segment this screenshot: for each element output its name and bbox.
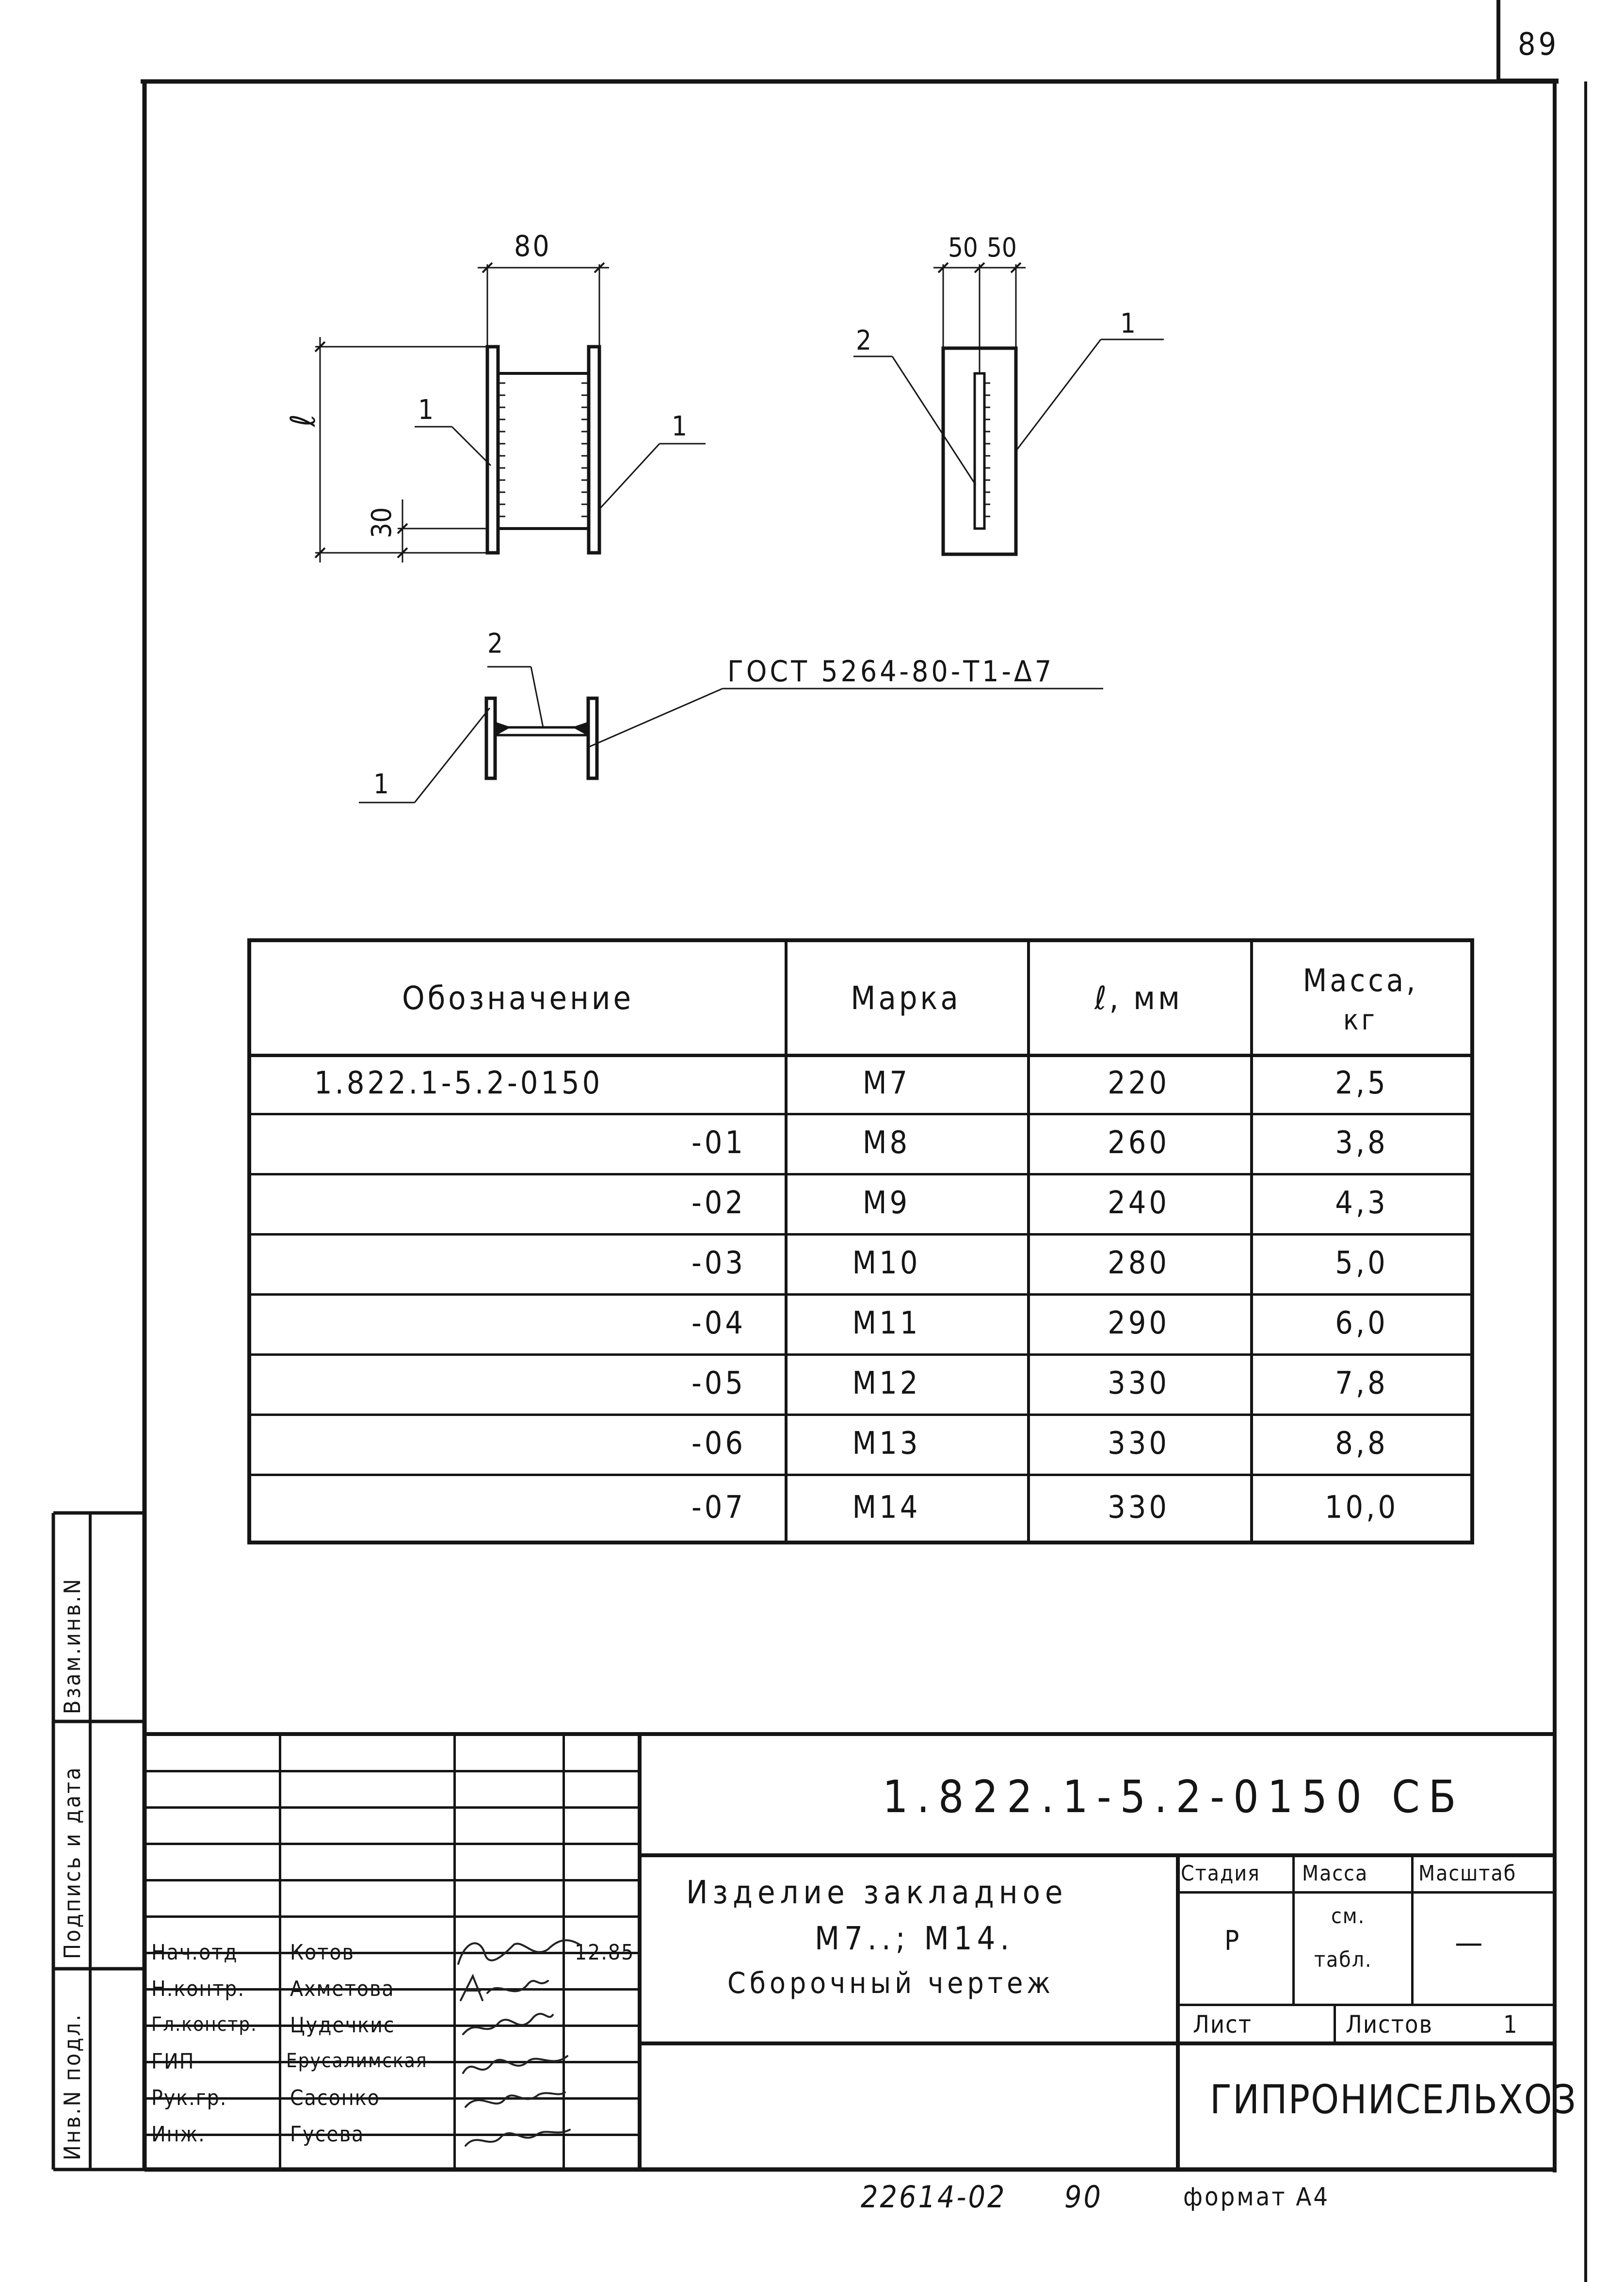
table-row-designation: 1.822.1-5.2-0150 [314, 1065, 603, 1101]
signature-sasonko [466, 2092, 565, 2107]
staff-name: Гусева [290, 2122, 365, 2147]
table-row-mass: 8,8 [1335, 1426, 1388, 1462]
item-title-line3: Сборочный чертеж [727, 1966, 1055, 2000]
sheet-label: Лист [1193, 2010, 1252, 2039]
table-row-length: 240 [1108, 1185, 1170, 1221]
item-title-line2: М7..; М14. [815, 1920, 1014, 1957]
table-row-length: 280 [1108, 1245, 1170, 1281]
side-stamp-signature-date: Подпись и дата [59, 1766, 85, 1959]
format-label: формат А4 [1183, 2183, 1330, 2212]
organization-name: ГИПРОНИСЕЛЬХОЗ [1210, 2077, 1577, 2123]
sheets-label: Листов [1346, 2010, 1433, 2039]
table-row-designation: -05 [691, 1366, 746, 1401]
leader-label-plate-side: 1 [1120, 308, 1136, 339]
table-row-designation: -02 [691, 1185, 746, 1221]
dim-width-label: 80 [514, 229, 551, 263]
table-row-mass: 7,8 [1335, 1366, 1388, 1401]
approval-date: 12.85 [575, 1940, 635, 1965]
side-stamp-replaced-inv: Взам.инв.N [59, 1577, 85, 1714]
table-row-length: 330 [1108, 1366, 1170, 1401]
scale-value: — [1455, 1925, 1483, 1961]
table-row-length: 260 [1108, 1125, 1170, 1161]
sheet-number: 89 [1518, 27, 1560, 63]
leader-label-plate-left: 1 [418, 394, 434, 426]
table-row-mark: М11 [852, 1305, 921, 1341]
table-row-length: 330 [1108, 1426, 1170, 1462]
leader-label-plate-section: 1 [373, 769, 389, 800]
header-designation: Обозначение [402, 979, 634, 1017]
signature-tsudechkis [463, 2014, 553, 2034]
staff-role: Н.контр. [151, 1977, 245, 2001]
staff-name: Сасонко [290, 2086, 380, 2110]
staff-role: ГИП [151, 2049, 195, 2074]
weld-standard-note: ГОСТ 5264-80-Т1-Δ7 [727, 655, 1055, 689]
sheets-value: 1 [1503, 2010, 1518, 2039]
header-mass-line1: Масса, [1302, 963, 1418, 999]
side-stamp-inv-no: Инв.N подл. [59, 2012, 85, 2160]
table-row-mass: 10,0 [1324, 1490, 1399, 1526]
table-row-length: 220 [1108, 1065, 1170, 1101]
table-row-designation: -07 [691, 1490, 746, 1526]
table-row-designation: -01 [691, 1125, 746, 1161]
archive-number: 22614-02 [861, 2179, 1007, 2215]
table-row-mark: М12 [852, 1366, 921, 1401]
table-row-mass: 4,3 [1335, 1185, 1388, 1221]
leader-label-plate-right: 1 [672, 411, 688, 442]
signature-guseva [466, 2130, 570, 2146]
archive-page: 90 [1064, 2179, 1103, 2215]
signature-kotov [458, 1940, 579, 1964]
header-mass-line2: кг [1343, 1003, 1378, 1036]
signature-erusalimskaya [463, 2056, 567, 2073]
header-length: ℓ, мм [1094, 979, 1183, 1017]
table-row-designation: -06 [691, 1426, 746, 1462]
dim-offset-label: 30 [366, 507, 398, 538]
dim-length-label: ℓ [283, 414, 323, 427]
mass-value-line1: см. [1331, 1904, 1366, 1928]
table-row-mass: 5,0 [1335, 1245, 1388, 1281]
table-row-designation: -03 [691, 1245, 746, 1281]
table-row-mark: М7 [862, 1065, 911, 1101]
signature-akhmetova [461, 1976, 548, 2000]
table-row-mass: 2,5 [1335, 1065, 1388, 1101]
dim-left-gap-label: 50 [948, 232, 978, 263]
table-row-mark: М13 [852, 1426, 921, 1462]
mass-value-line2: табл. [1314, 1947, 1372, 1972]
table-row-mass: 3,8 [1335, 1125, 1388, 1161]
table-row-length: 330 [1108, 1490, 1170, 1526]
staff-name: Ахметова [290, 1977, 395, 2001]
table-row-mass: 6,0 [1335, 1305, 1388, 1341]
table-row-mark: М8 [862, 1125, 911, 1161]
staff-name: Котов [290, 1940, 354, 1965]
staff-name: Цудечкис [290, 2013, 395, 2038]
leader-label-bar-section: 2 [487, 628, 503, 659]
dim-right-gap-label: 50 [987, 232, 1017, 263]
staff-role: Гл.констр. [151, 2013, 257, 2036]
staff-role: Нач.отд [151, 1940, 238, 1965]
table-row-mark: М10 [852, 1245, 921, 1281]
staff-role: Рук.гр. [151, 2086, 227, 2110]
scale-label: Масштаб [1418, 1861, 1517, 1886]
table-row-designation: -04 [691, 1305, 746, 1341]
staff-role: Инж. [151, 2122, 206, 2147]
document-code: 1.822.1-5.2-0150 СБ [883, 1771, 1465, 1823]
table-row-mark: М14 [852, 1490, 921, 1526]
staff-name: Ерусалимская [286, 2050, 428, 2072]
stage-value: Р [1224, 1925, 1239, 1957]
header-mark: Марка [851, 979, 961, 1017]
table-row-mark: М9 [862, 1185, 911, 1221]
leader-label-bar-side: 2 [856, 325, 872, 356]
item-title-line1: Изделие закладное [686, 1874, 1068, 1911]
table-row-length: 290 [1108, 1305, 1170, 1341]
mass-label: Масса [1302, 1861, 1368, 1886]
stage-label: Стадия [1181, 1861, 1260, 1886]
